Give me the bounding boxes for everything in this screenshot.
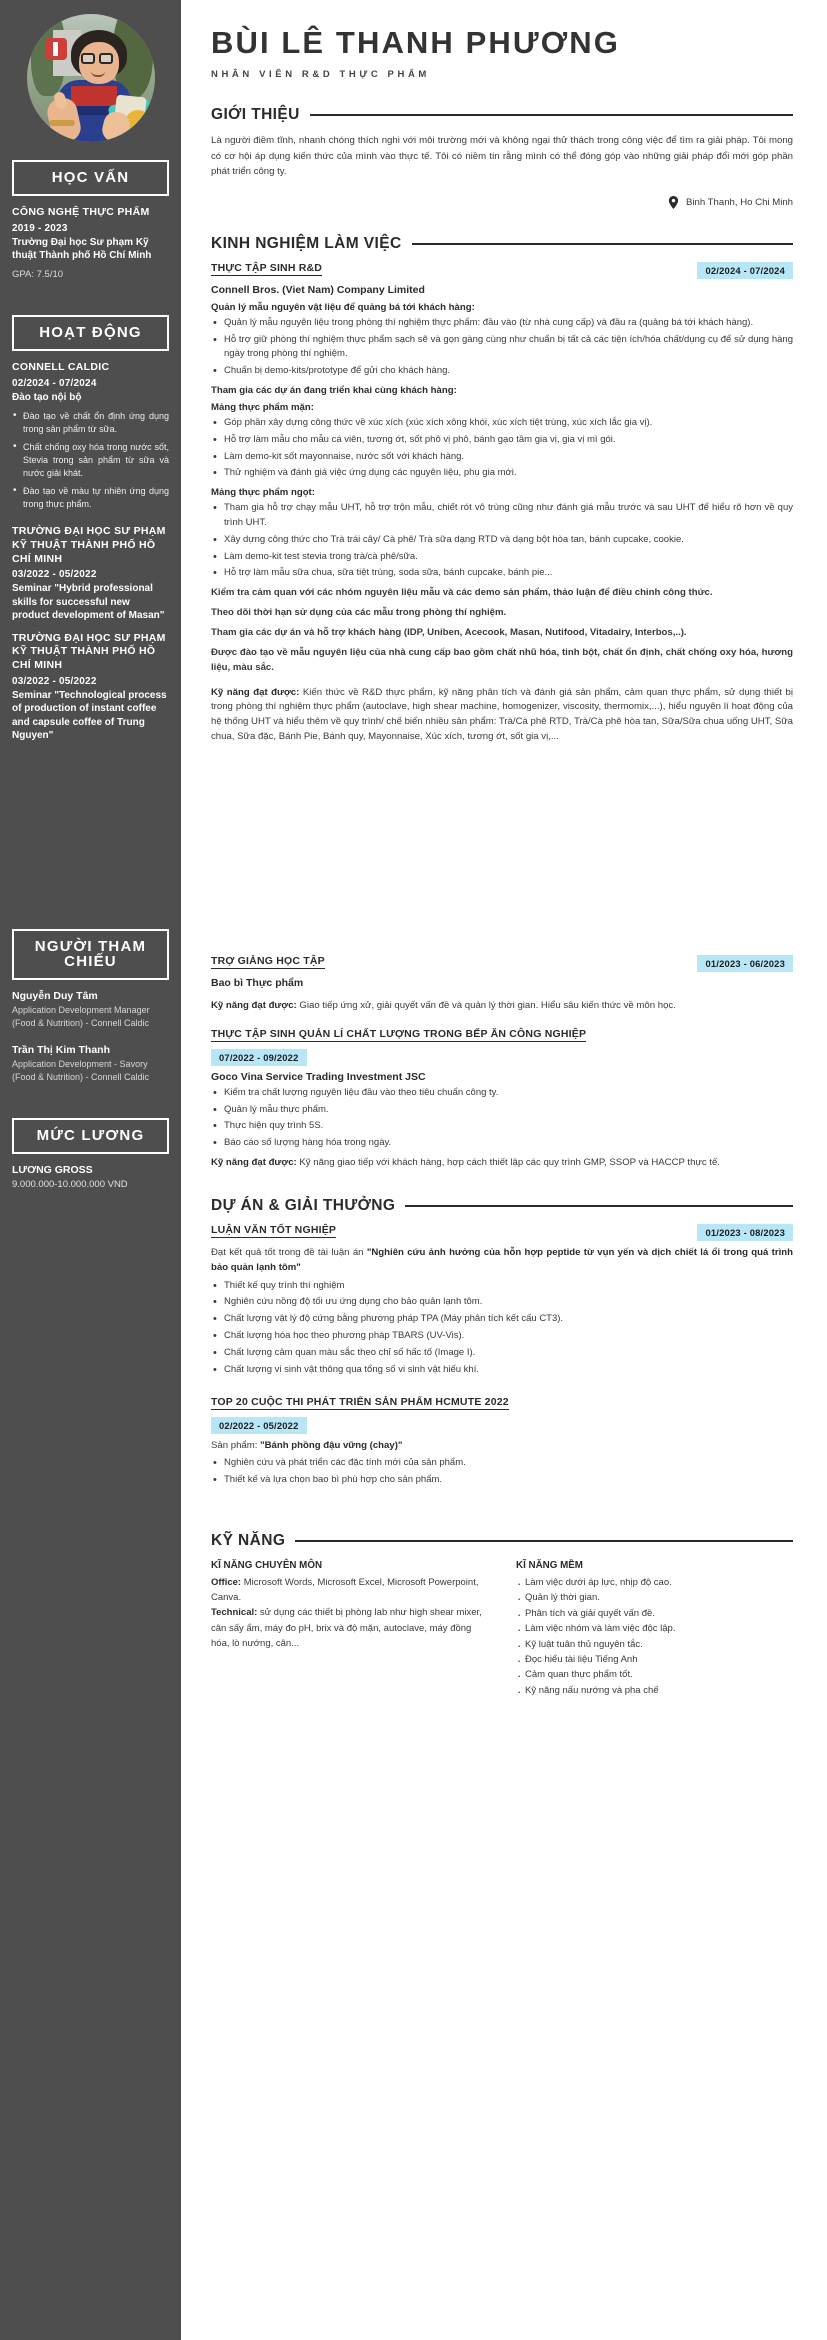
activity-dates: 03/2022 - 05/2022: [12, 569, 97, 581]
soft-skills-heading: KĨ NĂNG MỀM: [516, 1560, 583, 1572]
education-gpa: GPA: 7.5/10: [12, 268, 64, 280]
education-school: Trường Đại học Sư phạm Kỹ thuật Thành phố Hồ Chí Minh: [12, 236, 152, 262]
date-badge: 01/2023 - 08/2023: [697, 1224, 793, 1241]
list-item: • Thiết kế và lựa chọn bao bì phù hợp cho sản phẩm.: [211, 1473, 793, 1488]
list-item: • Quản lý mẫu thực phẩm.: [211, 1103, 793, 1118]
main-content: [181, 0, 827, 2340]
soft-skills-list: [516, 1575, 793, 1698]
list-item: • Xây dựng công thức cho Trà trái cây/ Cà phê/ Trà sữa dạng RTD và dạng bột hòa tan, bánh cupcake, cookie.: [211, 533, 793, 548]
list-item: • Quản lý mẫu nguyên liệu trong phòng thí nghiệm thực phẩm: đầu vào (từ nhà cung cấp) và đầu ra (quảng bá tới khách hàng).: [211, 316, 793, 331]
divider: [295, 1540, 793, 1542]
project-title: TOP 20 CUỘC THI PHÁT TRIỂN SẢN PHẨM HCMUTE 2022: [211, 1395, 509, 1408]
section-header: [211, 1197, 793, 1215]
list-item: · Kỹ năng nấu nướng và pha chế: [516, 1683, 793, 1698]
hard-skills-column: [211, 1560, 488, 1698]
date-badge: 07/2022 - 09/2022: [211, 1049, 307, 1066]
activity-dates: 03/2022 - 05/2022: [12, 675, 97, 687]
skills-label: Kỹ năng đạt được:: [211, 999, 297, 1011]
list-item: • Nghiên cứu nồng độ tối ưu ứng dụng cho bảo quản lạnh tôm.: [211, 1295, 793, 1310]
experience-bullets: [211, 416, 793, 481]
experience-group-heading: Mảng thực phẩm mặn:: [211, 401, 314, 413]
salary-block: [0, 1164, 181, 1190]
reference-name: Trần Thị Kim Thanh: [12, 1043, 111, 1056]
reference-role: Application Development Manager (Food & Nutrition) - Connell Caldic: [12, 1004, 150, 1028]
experience-bullets: [211, 316, 793, 379]
experience-item: [211, 262, 793, 745]
soft-skills-column: [516, 1560, 793, 1698]
list-item: • Hỗ trợ làm mẫu sữa chua, sữa tiệt trùng, soda sữa, bánh cupcake, bánh pie...: [211, 566, 793, 581]
list-item: • Kiểm tra chất lượng nguyên liệu đầu vào theo tiêu chuẩn công ty.: [211, 1086, 793, 1101]
experience-skills: [211, 1156, 793, 1171]
office-label: Office:: [211, 1577, 242, 1589]
list-item: • Chất lượng vật lý độ cứng bằng phương pháp TPA (Máy phân tích kết cấu CT3).: [211, 1312, 793, 1327]
technical-label: Technical:: [211, 1607, 258, 1619]
location-pin-icon: [668, 196, 679, 209]
list-item: • Đào tạo về màu tự nhiên ứng dụng trong thực phẩm.: [12, 485, 169, 511]
experience-group-heading: Mảng thực phẩm ngọt:: [211, 487, 315, 499]
list-item: • Làm demo-kit test stevia trong trà/cà phê/sữa.: [211, 550, 793, 565]
reference-role: Application Development - Savory (Food & Nutrition) - Connell Caldic: [12, 1058, 150, 1082]
list-item: • Chuẩn bị demo-kits/prototype để gửi cho khách hàng.: [211, 364, 793, 379]
sidebar-heading-references: NGƯỜI THAM CHIẾU: [12, 929, 169, 980]
list-item: • Thực hiện quy trình 5S.: [211, 1119, 793, 1134]
date-badge: 02/2024 - 07/2024: [697, 262, 793, 279]
project-item: [211, 1396, 793, 1488]
list-item: • Thiết kế quy trình thí nghiệm: [211, 1279, 793, 1294]
reference-name: Nguyễn Duy Tâm: [12, 989, 98, 1002]
activity-sub: Seminar "Hybrid professional skills for successful new product development of Masan": [12, 583, 165, 622]
hard-skills-heading: KĨ NĂNG CHUYÊN MÔN: [211, 1560, 323, 1572]
section-header: [211, 235, 793, 253]
job-role-subtitle: NHÂN VIÊN R&D THỰC PHẨM: [211, 69, 430, 81]
list-item: · Đọc hiểu tài liệu Tiếng Anh: [516, 1652, 793, 1667]
project-lead-title: "Nghiên cứu ảnh hưởng của hỗn hợp peptide từ vụn yến và dịch chiết lá ổi trong quá trình bảo quản lạnh tôm": [211, 1246, 793, 1273]
list-item: · Làm việc dưới áp lực, nhịp độ cao.: [516, 1575, 793, 1590]
project-bullets: [211, 1456, 793, 1488]
project-lead-prefix: Đạt kết quả tốt trong đề tài luận án: [211, 1246, 367, 1258]
experience-title-row: [211, 955, 793, 972]
location-text: Binh Thanh, Ho Chi Minh: [685, 196, 793, 208]
divider: [405, 1205, 793, 1207]
experience-note: Kiểm tra cảm quan với các nhóm nguyên liệu mẫu và các demo sản phẩm, thảo luận để điều chỉnh công thức.: [211, 587, 713, 599]
skills-text: Kỹ năng giao tiếp với khách hàng, hợp cách thiết lập các quy trình GMP, SSOP và HACCP thực tế.: [296, 1157, 720, 1169]
divider: [412, 243, 793, 245]
sidebar-heading-activities: HOẠT ĐỘNG: [12, 315, 169, 351]
skills-text: Giao tiếp ứng xử, giải quyết vấn đề và quản lý thời gian. Hiểu sâu kiến thức về môn học.: [296, 999, 676, 1011]
sidebar-heading-salary: MỨC LƯƠNG: [12, 1118, 169, 1154]
section-title: KINH NGHIỆM LÀM VIỆC: [211, 234, 402, 252]
list-item: • Báo cáo số lượng hàng hóa trong ngày.: [211, 1136, 793, 1151]
list-item: • Thử nghiệm và đánh giá việc ứng dụng các nguyên liệu, phụ gia mới.: [211, 466, 793, 481]
section-experience: [211, 235, 793, 1171]
skills-columns: [211, 1560, 793, 1698]
list-item: • Góp phần xây dựng công thức về xúc xích (xúc xích xông khói, xúc xích tiệt trùng, xúc xích lắc gia vị).: [211, 416, 793, 431]
activity-org: TRƯỜNG ĐẠI HỌC SƯ PHẠM KỸ THUẬT THÀNH PHỐ HỒ CHÍ MINH: [12, 631, 166, 672]
experience-group-heading: Quản lý mẫu nguyên vật liệu để quảng bá tới khách hàng:: [211, 301, 475, 313]
experience-title: THỰC TẬP SINH QUẢN LÍ CHẤT LƯỢNG TRONG BẾP ĂN CÔNG NGHIỆP: [211, 1027, 587, 1040]
education-block: [0, 206, 181, 281]
skills-label: Kỹ năng đạt được:: [211, 686, 300, 698]
intro-text: Là người điềm tĩnh, nhanh chóng thích nghi với môi trường mới và không ngại thử thách trong công việc để tìm ra giải pháp. Tôi mong có cơ hội áp dụng kiến thức của mình vào thực tế. Tôi có niềm tin rằng mình có thể đóng góp vào những giải pháp đổi mới góp phần phát triển công ty.: [211, 135, 793, 178]
activity-sub: Đào tạo nội bộ: [12, 391, 82, 403]
list-item: • Nghiên cứu và phát triển các đặc tính mới của sản phẩm.: [211, 1456, 793, 1471]
section-skills: [211, 1532, 793, 1698]
experience-note: Tham gia các dự án và hỗ trợ khách hàng (IDP, Uniben, Acecook, Masan, Nutifood, Vitadairy, Interbos,..).: [211, 626, 687, 638]
experience-company: Bao bì Thực phẩm: [211, 976, 304, 989]
activity-org: TRƯỜNG ĐẠI HỌC SƯ PHẠM KỸ THUẬT THÀNH PHỐ HỒ CHÍ MINH: [12, 525, 166, 565]
list-item: • Chất lượng vi sinh vật thông qua tổng số vi sinh vật hiếu khí.: [211, 1363, 793, 1378]
location-row: [211, 196, 793, 209]
list-item: • Làm demo-kit sốt mayonnaise, nước sốt với khách hàng.: [211, 450, 793, 465]
product-label: Sản phẩm:: [211, 1439, 261, 1451]
experience-group-heading: Tham gia các dự án đang triển khai cùng khách hàng:: [211, 384, 457, 396]
experience-bullets: [211, 1086, 793, 1151]
section-header: [211, 106, 793, 124]
experience-company: Goco Vina Service Trading Investment JSC: [211, 1070, 426, 1083]
education-major: CÔNG NGHỆ THỰC PHẨM: [12, 206, 150, 218]
experience-item: [211, 1028, 793, 1171]
education-years: 2019 - 2023: [12, 222, 68, 234]
activity-item: [0, 525, 181, 622]
activity-sub: Seminar "Technological process of production of instant coffee and capsule coffee of Trung Nguyen": [12, 689, 167, 742]
list-item: • Chất lượng hóa học theo phương pháp TBARS (UV-Vis).: [211, 1329, 793, 1344]
avatar-container: [0, 0, 181, 160]
list-item: • Hỗ trợ làm mẫu cho mẫu cá viên, tương ớt, sốt phô vị phô, bánh gạo tầm gia vị, gia vị mì gói.: [211, 433, 793, 448]
experience-company: Connell Bros. (Viet Nam) Company Limited: [211, 283, 425, 296]
avatar: [27, 14, 155, 142]
list-item: · Cảm quan thực phẩm tốt.: [516, 1667, 793, 1682]
list-item: • Chất lượng cảm quan màu sắc theo chỉ số hấc tố (Image I).: [211, 1346, 793, 1361]
project-item: [211, 1224, 793, 1378]
reference-item: [0, 990, 181, 1030]
section-projects: [211, 1197, 793, 1488]
project-title-row: [211, 1224, 793, 1241]
section-title: KỸ NĂNG: [211, 1532, 286, 1550]
page-title: BÙI LÊ THANH PHƯƠNG: [211, 25, 620, 60]
list-item: · Làm việc nhóm và làm việc độc lập.: [516, 1621, 793, 1636]
experience-bullets: [211, 501, 793, 581]
section-title: GIỚI THIỆU: [211, 106, 300, 124]
product-name: "Bánh phồng đậu vững (chay)": [260, 1439, 403, 1451]
list-item: · Phân tích và giải quyết vấn đề.: [516, 1606, 793, 1621]
salary-label: LƯƠNG GROSS: [12, 1163, 93, 1176]
activity-item: [0, 632, 181, 743]
experience-skills: [211, 686, 793, 745]
list-item: • Đào tạo về chất ổn định ứng dụng trong sản phẩm từ sữa.: [12, 410, 169, 436]
skills-label: Kỹ năng đạt được:: [211, 1157, 297, 1169]
date-badge: 01/2023 - 06/2023: [697, 955, 793, 972]
list-item: · Kỹ luật tuân thủ nguyên tắc.: [516, 1637, 793, 1652]
layout-spacer: [211, 745, 793, 951]
office-text: Microsoft Words, Microsoft Excel, Microsoft Powerpoint, Canva.: [211, 1577, 479, 1604]
salary-value: 9.000.000-10.000.000 VND: [12, 1178, 128, 1190]
experience-note: Theo dõi thời hạn sử dụng của các mẫu trong phòng thí nghiệm.: [211, 607, 507, 619]
divider: [310, 114, 793, 116]
activity-item: [0, 361, 181, 511]
office-skills: [211, 1575, 488, 1605]
project-product: [211, 1439, 793, 1454]
technical-text: sử dụng các thiết bị phòng lab như high shear mixer, cân sấy ẩm, máy đo pH, brix và độ mặn, autoclave, máy đồng hóa, lò nướng, cân...: [211, 1607, 482, 1649]
experience-skills: [211, 999, 793, 1014]
project-title-row: [211, 1396, 793, 1410]
list-item: · Quản lý thời gian.: [516, 1590, 793, 1605]
activity-org: CONNELL CALDIC: [12, 360, 110, 373]
skills-text: Kiến thức về R&D thực phẩm, kỹ năng phân tích và đánh giá sản phẩm, cảm quan thực phẩm, sử dụng thiết bị trong phòng thí nghiệm thực phẩm (autoclave, high shear machine, homogenizer, viscosity, thermomix,...), hiểu nguyên lí hoạt động của hệ thống UHT và hiểu thêm về quy trình/ chế biến nhiều sản phẩm: Trà/Cà phê RTD, Trà/Cà phê hòa tan, Sữa/Sữa chua uống UHT, Sữa chua, Sữa đặc, Bánh Pie, Bánh quy, Mayonnaise, Xúc xích, tương ớt, sốt gia vị,...: [211, 686, 793, 743]
project-title: LUẬN VĂN TỐT NGHIỆP: [211, 1223, 337, 1236]
experience-title-row: [211, 262, 793, 279]
list-item: • Chất chống oxy hóa trong nước sốt, Stevia trong sản phẩm từ sữa và nước giải khát.: [12, 441, 169, 480]
sidebar: [0, 0, 181, 2340]
activity-dates: 02/2024 - 07/2024: [12, 377, 97, 389]
reference-item: [0, 1044, 181, 1084]
list-item: • Hỗ trợ giữ phòng thí nghiệm thực phẩm sạch sẽ và gọn gàng cùng như chuẩn bị tất cả các tiện ích/hóa chất/dụng cụ để sử dụng hàng ngày trong phòng thí nghiệm.: [211, 333, 793, 363]
experience-item: [211, 955, 793, 1014]
activity-bullets: [12, 410, 169, 511]
project-lead: [211, 1246, 793, 1276]
experience-title-row: [211, 1028, 793, 1042]
section-title: DỰ ÁN & GIẢI THƯỞNG: [211, 1196, 396, 1214]
section-header: [211, 1532, 793, 1550]
section-intro: [211, 106, 793, 209]
technical-skills: [211, 1605, 488, 1651]
project-bullets: [211, 1279, 793, 1378]
experience-title: THỰC TẬP SINH R&D: [211, 261, 323, 274]
date-badge: 02/2022 - 05/2022: [211, 1417, 307, 1434]
experience-title: TRỢ GIẢNG HỌC TẬP: [211, 954, 325, 967]
sidebar-heading-education: HỌC VẤN: [12, 160, 169, 196]
list-item: • Tham gia hỗ trợ chạy mẫu UHT, hỗ trợ trộn mẫu, chiết rót vô trùng cũng như đánh giá mẫu trước và sau UHT để hiểu rõ hơn về quy trình UHT.: [211, 501, 793, 531]
experience-note: Được đào tạo về mẫu nguyên liệu của nhà cung cấp bao gồm chất nhũ hóa, tinh bột, chất ổn định, chất chống oxy hóa, hương liệu, màu sắc.: [211, 646, 793, 673]
